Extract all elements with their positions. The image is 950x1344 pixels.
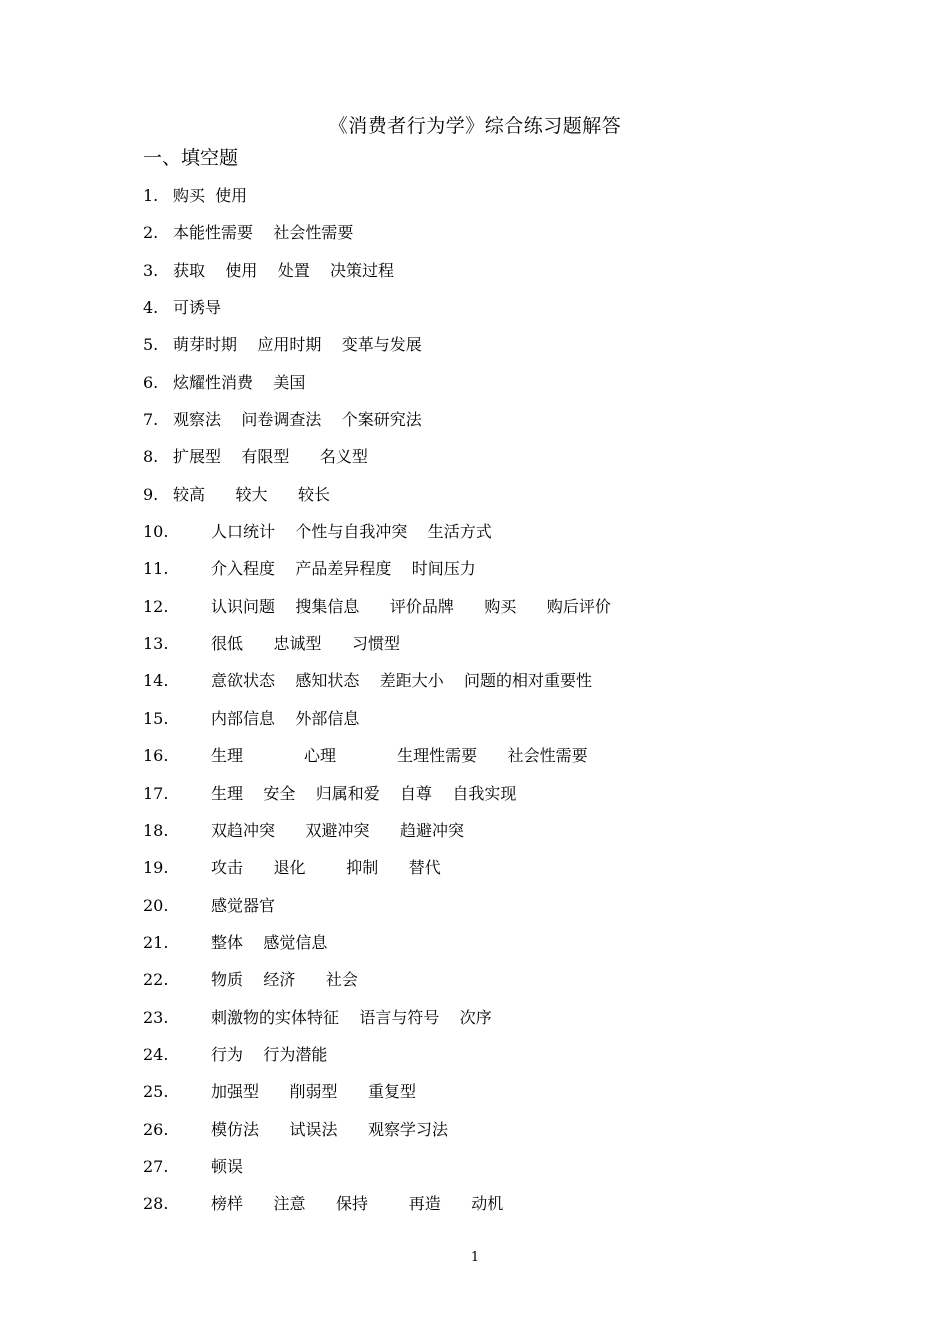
item-number: 19. (143, 858, 169, 878)
item-answer: 可诱导 (173, 298, 222, 318)
item-number: 21. (143, 932, 169, 952)
answer-list (143, 185, 863, 1231)
list-item (143, 222, 863, 259)
list-item (143, 857, 863, 894)
item-answer: 炫耀性消费 美国 (173, 372, 306, 392)
list-item (143, 297, 863, 334)
item-number: 4. (143, 298, 159, 318)
item-answer: 双趋冲突 双避冲突 趋避冲突 (211, 820, 465, 840)
list-item (143, 1081, 863, 1118)
item-number: 5. (143, 335, 159, 355)
item-number: 8. (143, 447, 159, 467)
list-item (143, 1007, 863, 1044)
item-number: 23. (143, 1007, 169, 1027)
item-answer: 认识问题 搜集信息 评价品牌 购买 购后评价 (211, 596, 611, 616)
item-answer: 生理 心理 生理性需要 社会性需要 (211, 746, 588, 766)
item-number: 9. (143, 484, 159, 504)
document-title: 《消费者行为学》综合练习题解答 (328, 115, 622, 137)
item-answer: 感觉器官 (211, 895, 276, 915)
item-answer: 很低 忠诚型 习惯型 (211, 634, 401, 654)
item-number: 24. (143, 1044, 169, 1064)
list-item (143, 633, 863, 670)
list-item (143, 446, 863, 483)
item-answer: 加强型 削弱型 重复型 (211, 1082, 417, 1102)
item-number: 11. (143, 559, 169, 579)
item-number: 1. (143, 186, 159, 205)
item-answer: 萌芽时期 应用时期 变革与发展 (173, 335, 422, 355)
list-item (143, 185, 863, 222)
item-answer: 榜样 注意 保持 再造 动机 (211, 1194, 504, 1214)
list-item (143, 670, 863, 707)
list-item (143, 372, 863, 409)
item-number: 20. (143, 895, 169, 915)
item-number: 26. (143, 1119, 169, 1139)
list-item (143, 260, 863, 297)
item-number: 25. (143, 1082, 169, 1102)
item-answer: 物质 经济 社会 (211, 970, 358, 990)
list-item (143, 969, 863, 1006)
item-number: 15. (143, 708, 169, 728)
page-number: 1 (470, 1250, 480, 1265)
list-item (143, 1193, 863, 1230)
item-number: 12. (143, 596, 169, 616)
list-item (143, 1156, 863, 1193)
item-answer: 攻击 退化 抑制 替代 (211, 858, 441, 878)
item-number: 17. (143, 783, 169, 803)
item-answer: 生理 安全 归属和爱 自尊 自我实现 (211, 783, 517, 803)
list-item (143, 932, 863, 969)
section-heading: 一、填空题 (143, 147, 239, 169)
item-answer: 模仿法 试误法 观察学习法 (211, 1119, 449, 1139)
item-number: 10. (143, 522, 169, 542)
item-answer: 扩展型 有限型 名义型 (173, 447, 368, 467)
item-answer: 购买 使用 (173, 186, 248, 205)
item-answer: 人口统计 个性与自我冲突 生活方式 (211, 522, 492, 542)
list-item (143, 745, 863, 782)
item-number: 13. (143, 634, 169, 654)
list-item (143, 409, 863, 446)
item-number: 16. (143, 746, 169, 766)
list-item (143, 708, 863, 745)
list-item (143, 334, 863, 371)
list-item (143, 820, 863, 857)
item-answer: 行为 行为潜能 (211, 1044, 328, 1064)
item-number: 7. (143, 410, 159, 430)
item-answer: 顿误 (211, 1156, 244, 1176)
list-item (143, 783, 863, 820)
list-item (143, 895, 863, 932)
list-item (143, 521, 863, 558)
item-number: 27. (143, 1156, 169, 1176)
item-answer: 获取 使用 处置 决策过程 (173, 260, 395, 280)
item-answer: 整体 感觉信息 (211, 932, 328, 952)
item-answer: 内部信息 外部信息 (211, 708, 360, 728)
item-number: 18. (143, 820, 169, 840)
item-number: 2. (143, 223, 159, 243)
item-answer: 意欲状态 感知状态 差距大小 问题的相对重要性 (211, 671, 593, 691)
list-item (143, 596, 863, 633)
item-answer: 介入程度 产品差异程度 时间压力 (211, 559, 476, 579)
item-number: 28. (143, 1194, 169, 1214)
list-item (143, 1044, 863, 1081)
list-item (143, 1119, 863, 1156)
item-answer: 较高 较大 较长 (173, 484, 331, 504)
item-number: 6. (143, 372, 159, 392)
item-answer: 本能性需要 社会性需要 (173, 223, 354, 243)
list-item (143, 484, 863, 521)
item-number: 14. (143, 671, 169, 691)
item-answer: 刺激物的实体特征 语言与符号 次序 (211, 1007, 492, 1027)
item-number: 22. (143, 970, 169, 990)
item-answer: 观察法 问卷调查法 个案研究法 (173, 410, 422, 430)
item-number: 3. (143, 260, 159, 280)
list-item (143, 558, 863, 595)
